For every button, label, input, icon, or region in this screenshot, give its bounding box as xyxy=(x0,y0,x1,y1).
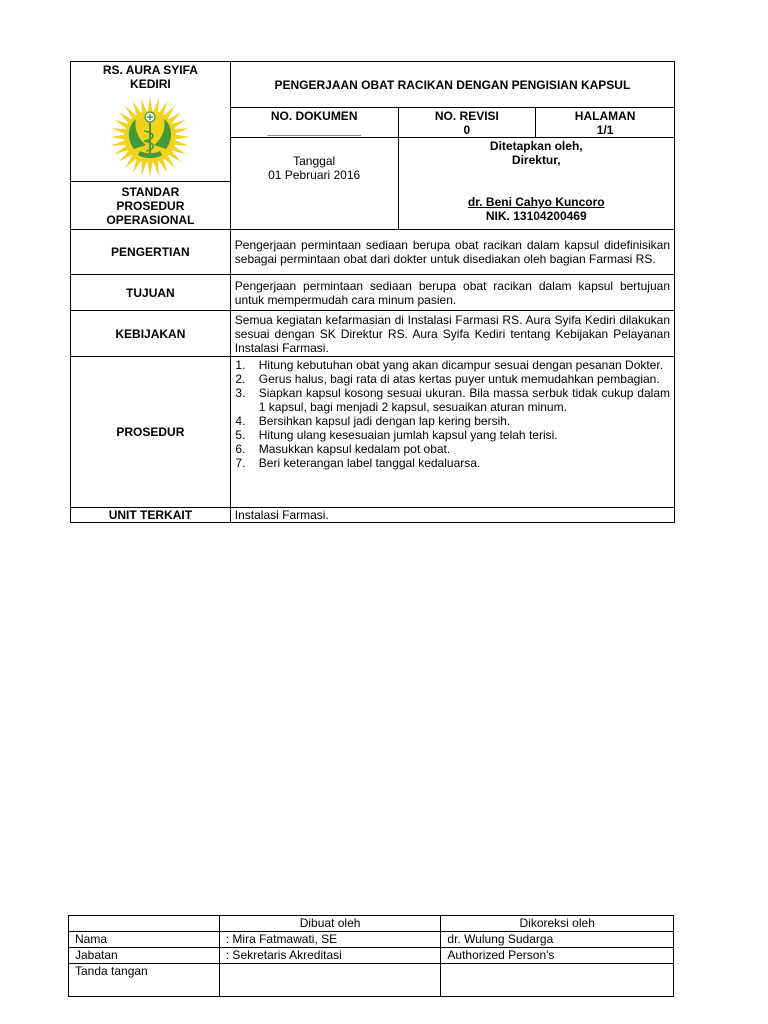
sop-label-cell xyxy=(71,182,231,230)
tanggal-value: 01 Pebruari 2016 xyxy=(268,168,361,182)
logo-ray xyxy=(133,159,141,173)
signature-table xyxy=(68,915,674,997)
dikoreksi-header: Dikoreksi oleh xyxy=(441,916,674,932)
jabatan-direktur: Direktur, xyxy=(511,153,561,167)
document-title: PENGERJAAN OBAT RACIKAN DENGAN PENGISIAN KAPSUL xyxy=(230,62,674,108)
direktur-name: dr. Beni Cahyo Kuncoro xyxy=(467,195,605,209)
tanggal-cell xyxy=(230,138,398,230)
nama-label: Nama xyxy=(69,932,220,948)
tanda-tangan-dibuat xyxy=(219,964,441,997)
direktur-nik: NIK. 13104200469 xyxy=(485,209,587,223)
nama-dibuat: : Mira Fatmawati, SE xyxy=(219,932,441,948)
hospital-name-line2: KEDIRI xyxy=(130,77,171,91)
prosedur-step: 2. Gerus halus, bagi rata di atas kertas puyer untuk memudahkan pembagian. xyxy=(249,372,670,386)
logo-ray xyxy=(173,146,187,154)
logo-ray xyxy=(114,120,128,128)
halaman-label: HALAMAN xyxy=(574,109,636,123)
logo-ray xyxy=(165,156,176,169)
tujuan-label: TUJUAN xyxy=(71,275,231,311)
tanggal-label: Tanggal xyxy=(293,154,336,168)
prosedur-list xyxy=(231,358,674,470)
hospital-cell xyxy=(71,62,231,182)
tujuan-text: Pengerjaan permintaan sediaan berupa obat racikan dalam kapsul bertujuan untuk mempermudah cara minum pasien. xyxy=(230,275,674,311)
tanda-tangan-label: Tanda tangan xyxy=(69,964,220,997)
no-dokumen-cell xyxy=(230,108,398,138)
logo-ray xyxy=(175,128,189,133)
logo-ray xyxy=(154,162,159,176)
prosedur-step: 5. Hitung ulang kesesuaian jumlah kapsul yang telah terisi. xyxy=(249,428,670,442)
jabatan-dikoreksi: Authorized Person's xyxy=(441,948,674,964)
logo-ray xyxy=(141,98,146,112)
tanda-tangan-dikoreksi xyxy=(441,964,674,997)
hospital-logo xyxy=(108,95,192,179)
no-revisi-value: 0 xyxy=(463,123,471,137)
prosedur-step: 1. Hitung kebutuhan obat yang akan dicampur sesuai dengan pesanan Dokter. xyxy=(249,358,670,372)
logo-ray xyxy=(110,135,124,140)
no-revisi-label: NO. REVISI xyxy=(434,109,499,123)
prosedur-step: 6. Masukkan kapsul kedalam pot obat. xyxy=(249,442,670,456)
prosedur-step: 4. Bersihkan kapsul jadi dengan lap kering bersih. xyxy=(249,414,670,428)
logo-ray xyxy=(119,151,132,162)
pengertian-label: PENGERTIAN xyxy=(71,230,231,275)
logo-ray xyxy=(111,141,125,146)
ditetapkan-label: Ditetapkan oleh, xyxy=(489,139,583,153)
pengertian-text: Pengerjaan permintaan sediaan berupa obat racikan dalam kapsul didefinisikan sebagai permintaan obat dari dokter untuk disediakan oleh bagian Farmasi RS. xyxy=(230,230,674,275)
logo-ray xyxy=(176,135,190,140)
logo-ray xyxy=(165,106,176,119)
dibuat-header: Dibuat oleh xyxy=(219,916,441,932)
unit-terkait-text: Instalasi Farmasi. xyxy=(230,508,674,523)
signature-header-blank xyxy=(69,916,220,932)
sop-label-line3: OPERASIONAL xyxy=(106,212,195,227)
no-dokumen-label: NO. DOKUMEN xyxy=(270,109,358,123)
sop-label-line1: STANDAR xyxy=(121,184,180,199)
jabatan-label: Jabatan xyxy=(69,948,220,964)
sop-label-line2: PROSEDUR xyxy=(116,198,185,213)
logo-ray xyxy=(125,106,136,119)
logo-ray xyxy=(154,98,159,112)
logo-ray xyxy=(114,146,128,154)
jabatan-dibuat: : Sekretaris Akreditasi xyxy=(219,948,441,964)
logo-ray xyxy=(148,163,153,177)
penetapan-cell xyxy=(398,138,674,230)
hospital-name-line1: RS. AURA SYIFA xyxy=(102,63,198,77)
no-revisi-cell xyxy=(398,108,536,138)
prosedur-step: 7. Beri keterangan label tanggal kedaluarsa. xyxy=(249,456,670,470)
logo-ray xyxy=(169,112,182,123)
logo-ray xyxy=(159,159,167,173)
logo-ray xyxy=(119,112,132,123)
logo-ray xyxy=(125,156,136,169)
kebijakan-label: KEBIJAKAN xyxy=(71,311,231,357)
logo-ray xyxy=(141,162,146,176)
nama-dikoreksi: dr. Wulung Sudarga xyxy=(441,932,674,948)
logo-ray xyxy=(173,120,187,128)
logo-ray xyxy=(148,97,153,111)
unit-terkait-label: UNIT TERKAIT xyxy=(71,508,231,523)
logo-ray xyxy=(175,141,189,146)
prosedur-step: 3. Siapkan kapsul kosong sesuai ukuran. Bila massa serbuk tidak cukup dalam 1 kapsul, bagi menjadi 2 kapsul, sesuaikan aturan minum. xyxy=(249,386,670,414)
logo-ray xyxy=(111,128,125,133)
no-dokumen-value: ______________ xyxy=(267,123,361,137)
logo-ray xyxy=(159,101,167,115)
prosedur-cell xyxy=(230,357,674,508)
logo-ray xyxy=(133,101,141,115)
logo-ray xyxy=(169,151,182,162)
sop-table xyxy=(70,61,675,523)
kebijakan-text: Semua kegiatan kefarmasian di Instalasi Farmasi RS. Aura Syifa Kediri dilakukan sesuai dengan SK Direktur RS. Aura Syifa Kediri tentang Kebijakan Pelayanan Instalasi Farmasi. xyxy=(230,311,674,357)
prosedur-label: PROSEDUR xyxy=(71,357,231,508)
halaman-cell xyxy=(536,108,675,138)
halaman-value: 1/1 xyxy=(596,123,614,137)
